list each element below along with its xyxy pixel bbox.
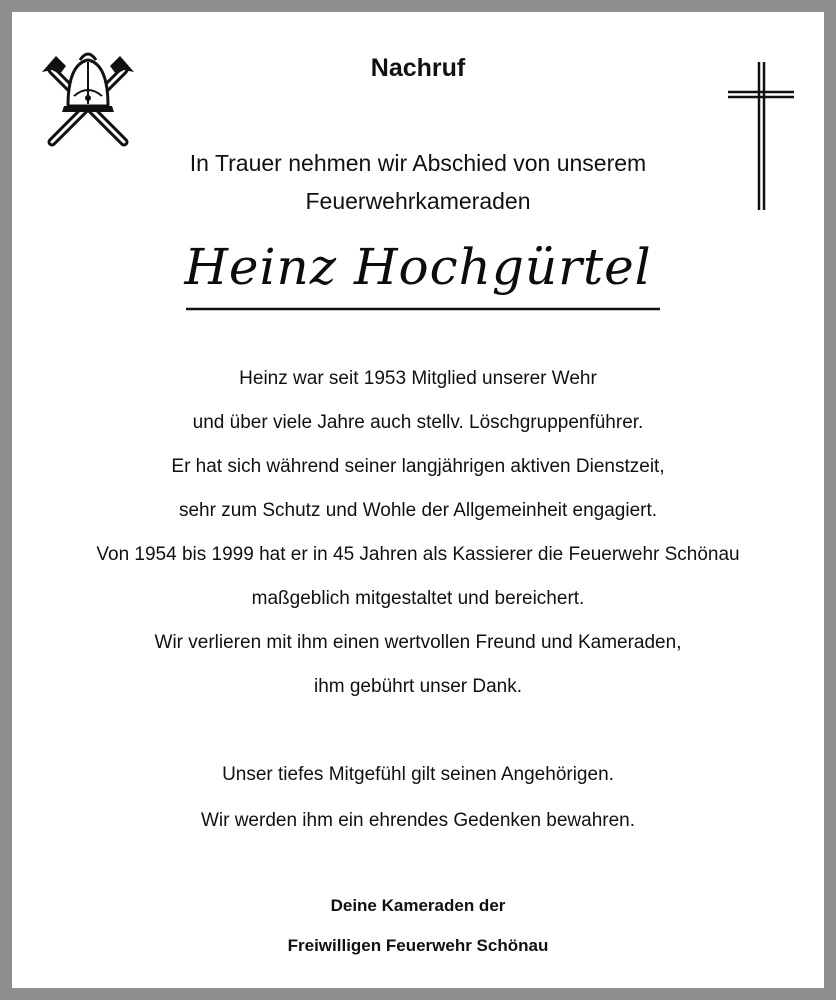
sympathy-line: Unser tiefes Mitgefühl gilt seinen Angehörigen. — [222, 764, 614, 785]
body-line: Er hat sich während seiner langjährigen aktiven Dienstzeit, — [171, 456, 665, 477]
body-line: Heinz war seit 1953 Mitglied unserer Wehr — [239, 368, 597, 389]
body-line: und über viele Jahre auch stellv. Löschgruppenführer. — [192, 412, 644, 433]
intro-line: In Trauer nehmen wir Abschied von unserem — [189, 150, 647, 176]
signature-line: Freiwilligen Feuerwehr Schönau — [287, 936, 549, 955]
signature-line: Deine Kameraden der — [330, 896, 506, 915]
obituary-card — [12, 12, 824, 988]
body-line: Wir verlieren mit ihm einen wertvollen Freund und Kameraden, — [154, 632, 682, 653]
name-underline — [186, 306, 660, 312]
deceased-name: Heinz Hochgürtel — [184, 238, 652, 296]
sympathy-text — [12, 760, 824, 852]
sympathy-line: Wir werden ihm ein ehrendes Gedenken bewahren. — [200, 810, 636, 831]
body-line: Von 1954 bis 1999 hat er in 45 Jahren als Kassierer die Feuerwehr Schönau — [96, 544, 740, 565]
body-line: maßgeblich mitgestaltet und bereichert. — [251, 588, 585, 609]
page-title: Nachruf — [370, 54, 466, 82]
body-line: ihm gebührt unser Dank. — [313, 676, 523, 697]
intro-text — [12, 144, 824, 220]
body-line: sehr zum Schutz und Wohle der Allgemeinheit engagiert. — [178, 500, 658, 521]
signature-block — [12, 892, 824, 972]
intro-line: Feuerwehrkameraden — [305, 188, 531, 214]
obituary-body — [12, 364, 824, 716]
